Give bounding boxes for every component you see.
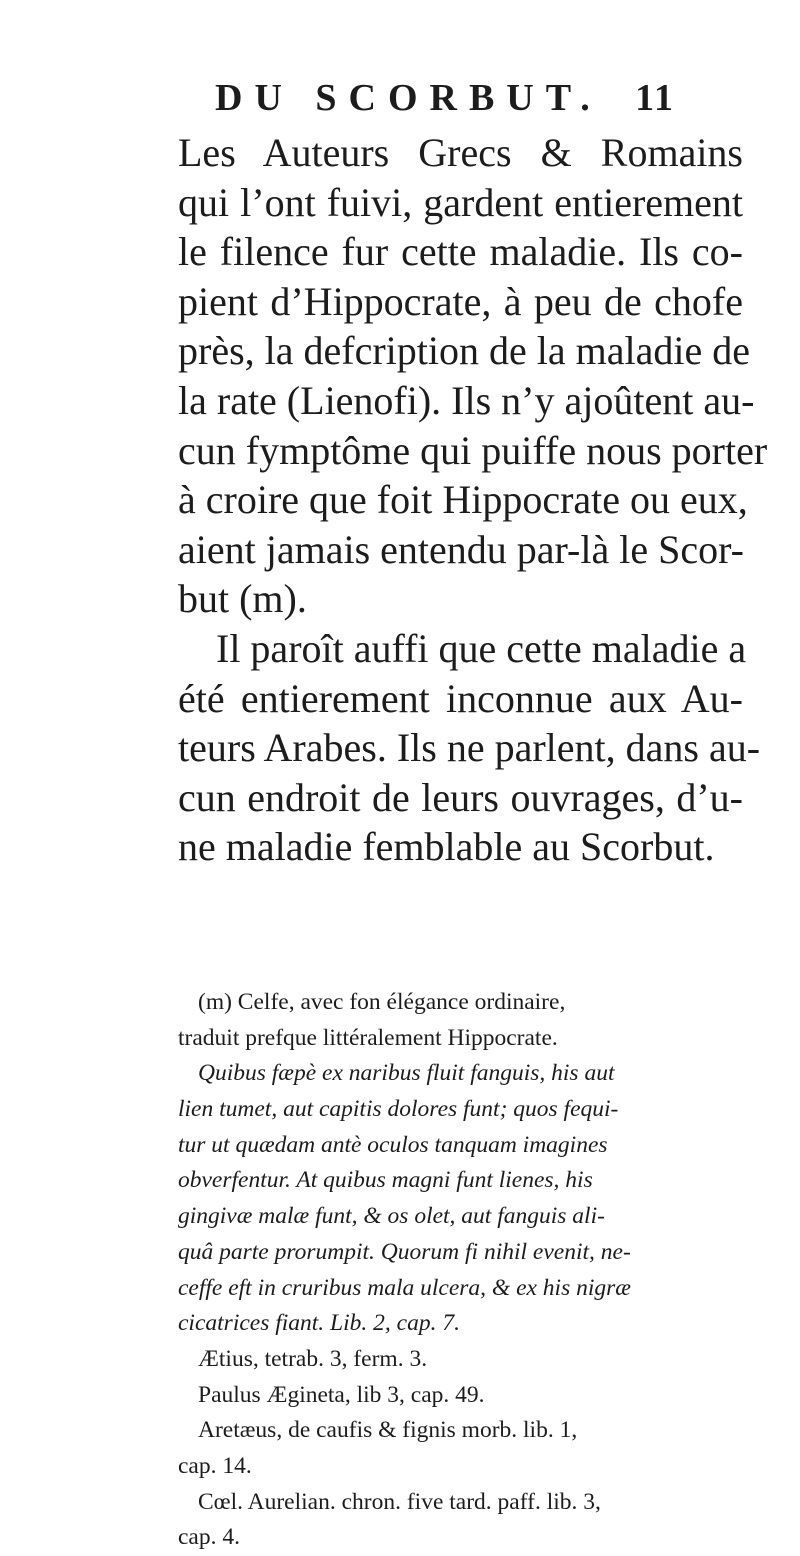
footnote-line: traduit prefque littéralement Hippocrate. [178,1024,558,1051]
text-line: ne maladie femblable au Scorbut. [178,824,715,870]
text-line: Les Auteurs Grecs & Romains [178,130,743,175]
footnote-line: Cœl. Aurelian. chron. five tard. paff. lib. 3, [198,1488,601,1515]
footnote-line: Paulus Ægineta, lib 3, cap. 49. [198,1381,485,1408]
footnote-line: cap. 4. [178,1524,240,1551]
footnotes [178,985,743,1556]
text-line: qui l’ont fuivi, gardent entierement [178,179,743,225]
footnote-line: Aretæus, de caufis & fignis morb. lib. 1, [198,1417,578,1444]
text-line: cun fymptôme qui puiffe nous porter [178,427,768,473]
footnote-line: quâ parte prorumpit. Quorum fi nihil evenit, ne- [178,1238,631,1265]
text-line: teurs Arabes. Ils ne parlent, dans au- [178,725,761,771]
footnote-line: gingivæ malæ funt, & os olet, aut fanguis ali- [178,1203,605,1230]
running-head [215,76,675,120]
running-title: DU SCORBUT. [215,77,602,119]
text-line: Il paroît auffi que cette maladie a [216,625,747,671]
text-line: à croire que foit Hippocrate ou eux, [178,477,748,523]
footnote-line: Ætius, tetrab. 3, ferm. 3. [198,1345,428,1372]
footnote-line: cap. 14. [178,1452,252,1479]
text-line: la rate (Lienofi). Ils n’y ajoûtent au- [178,377,755,423]
page-number: 11 [635,77,675,119]
footnote-line: lien tumet, aut capitis dolores funt; quos fequi- [178,1096,619,1123]
text-line: pient d’Hippocrate, à peu de chofe [178,278,743,324]
footnote-line: Quibus fæpè ex naribus fluit fanguis, his aut [198,1060,615,1087]
footnote-line: (m) Celfe, avec fon élégance ordinaire, [198,989,566,1015]
footnote-line: ceffe eft in cruribus mala ulcera, & ex his nigræ [178,1274,631,1301]
text-line: le filence fur cette maladie. Ils co- [178,229,743,275]
footnote-line: obverfentur. At quibus magni funt lienes, his [178,1167,593,1194]
text-line: but (m). [178,576,307,622]
text-line: aient jamais entendu par-là le Scor- [178,526,744,572]
footnote-line: cicatrices fiant. Lib. 2, cap. 7. [178,1310,460,1337]
text-line: cun endroit de leurs ouvrages, d’u- [178,774,743,820]
text-line: été entierement inconnue aux Au- [178,675,743,721]
main-text [178,128,768,872]
text-line: près, la defcription de la maladie de [178,328,750,374]
footnote-line: tur ut quædam antè oculos tanquam imagines [178,1131,608,1158]
